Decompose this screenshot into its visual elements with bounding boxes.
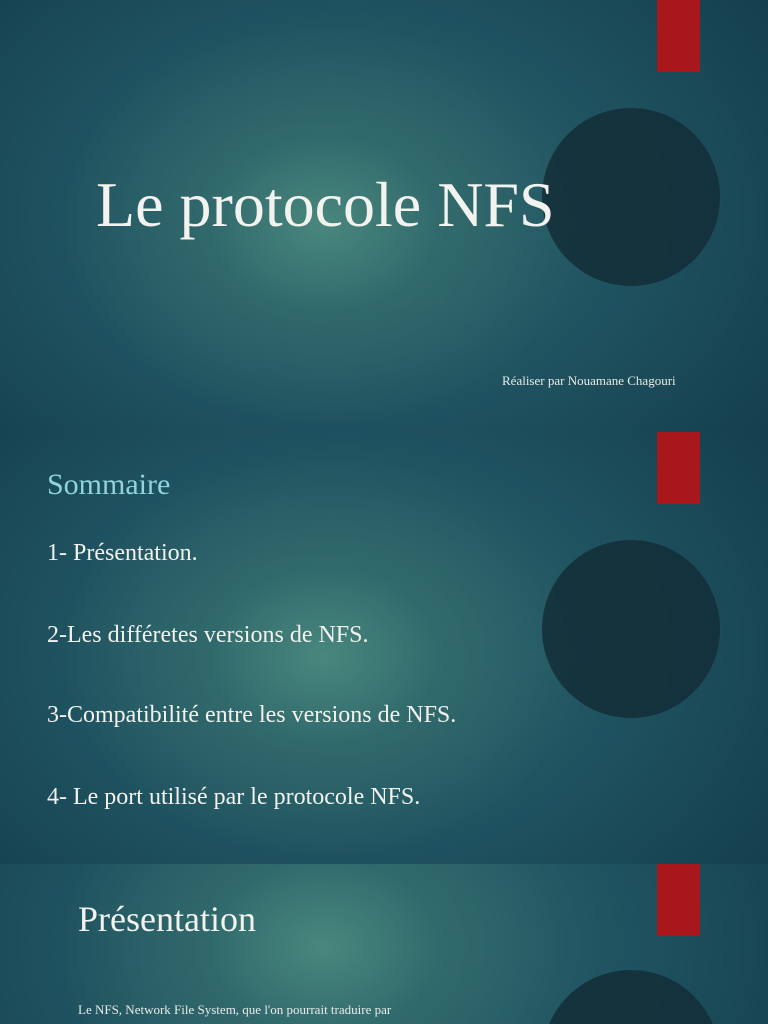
presentation-title: Le protocole NFS xyxy=(96,169,555,240)
decorative-circle xyxy=(542,970,720,1024)
decorative-circle xyxy=(542,108,720,286)
presentation-heading: Présentation xyxy=(78,899,256,939)
toc-item-2: 2-Les différetes versions de NFS. xyxy=(47,622,369,648)
toc-item-4: 4- Le port utilisé par le protocole NFS. xyxy=(47,784,421,810)
slide-title xyxy=(0,0,768,432)
toc-item-1: 1- Présentation. xyxy=(47,540,198,566)
red-accent-bar xyxy=(657,0,700,72)
red-accent-bar xyxy=(657,432,700,504)
slide-presentation xyxy=(0,864,768,1024)
red-accent-bar xyxy=(657,864,700,936)
slide-sommaire xyxy=(0,432,768,864)
presentation-text: Le NFS, Network File System, que l'on pourrait traduire par xyxy=(78,1002,392,1017)
toc-item-3: 3-Compatibilité entre les versions de NFS. xyxy=(47,702,457,728)
author-line: Réaliser par Nouamane Chagouri xyxy=(502,373,676,388)
decorative-circle xyxy=(542,540,720,718)
sommaire-heading: Sommaire xyxy=(47,468,171,501)
